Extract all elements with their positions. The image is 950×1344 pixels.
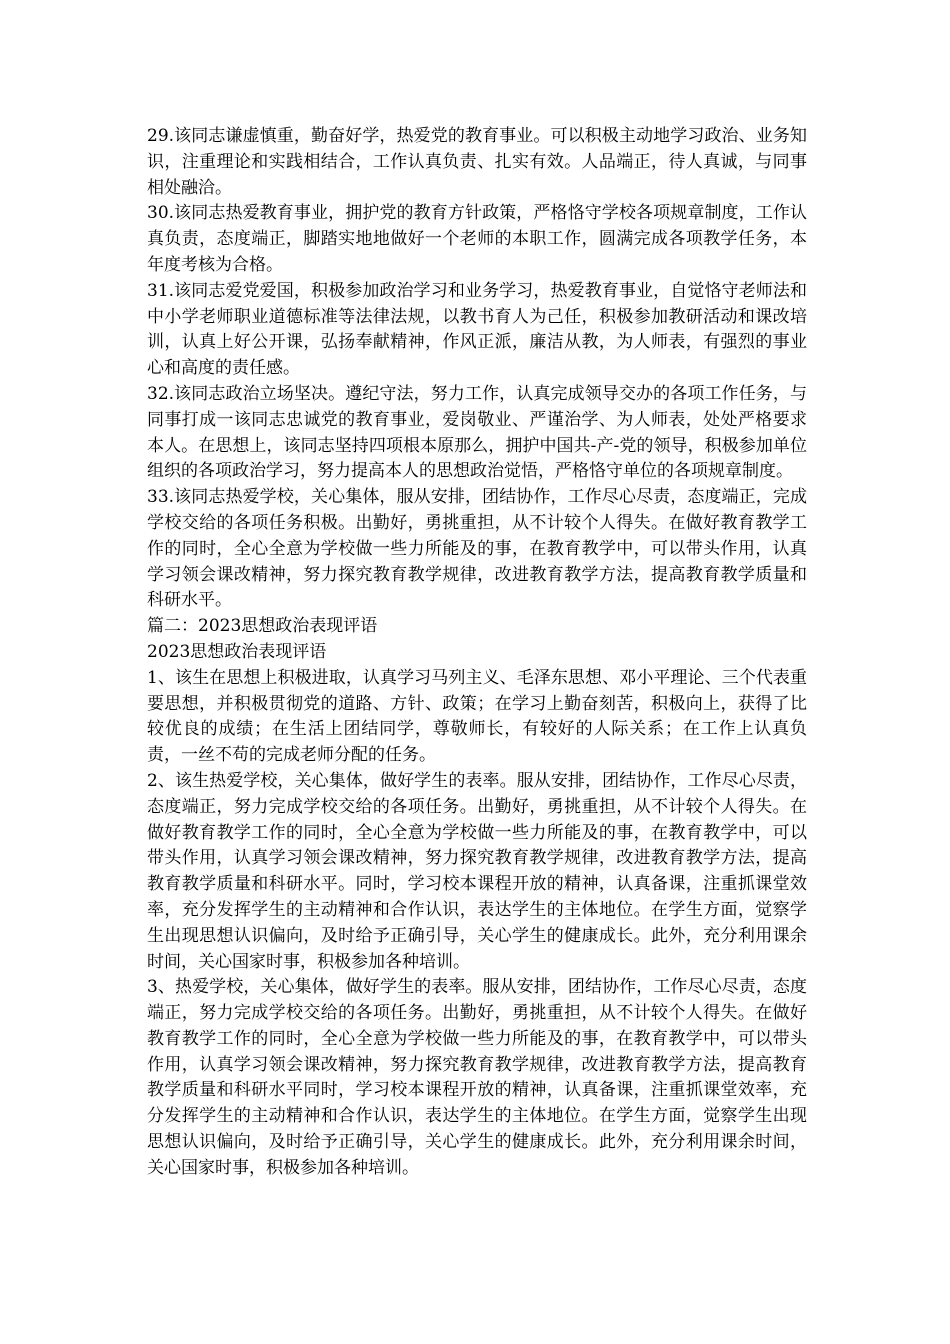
paragraph-30: 30.该同志热爱教育事业，拥护党的教育方针政策，严格恪守学校各项规章制度，工作认真负责，态度端正，脚踏实地地做好一个老师的本职工作，圆满完成各项教学任务，本年度考核为合格。 (147, 203, 807, 275)
paragraph-29: 29.该同志谦虚慎重，勤奋好学，热爱党的教育事业。可以积极主动地学习政治、业务知识，注重理论和实践相结合，工作认真负责、扎实有效。人品端正，待人真诚，与同事相处融洽。 (147, 126, 807, 198)
evaluation-item-2: 2、该生热爱学校，关心集体，做好学生的表率。服从安排，团结协作，工作尽心尽责，态度端正，努力完成学校交给的各项任务。出勤好，勇挑重担，从不计较个人得失。在做好教育教学工作的同时，全心全意为学校做一些力所能及的事，在教育教学中，可以带头作用，认真学习领会课改精神，努力探究教育教学规律，改进教育教学方法，提高教育教学质量和科研水平。同时，学习校本课程开放的精神，认真备课，注重抓课堂效率，充分发挥学生的主动精神和合作认识，表达学生的主体地位。在学生方面，觉察学生出现思想认识偏向，及时给予正确引导，关心学生的健康成长。此外，充分利用课余时间，关心国家时事，积极参加各种培训。 (147, 770, 807, 972)
section-title: 2023思想政治表现评语 (147, 641, 327, 662)
paragraph-32: 32.该同志政治立场坚决。遵纪守法，努力工作，认真完成领导交办的各项工作任务，与同事打成一该同志忠诚党的教育事业，爱岗敬业、严谨治学、为人师表，处处严格要求本人。在思想上，该同志坚持四项根本原那么，拥护中国共-产-党的领导，积极参加单位组织的各项政治学习，努力提高本人的思想政治觉悟，严格恪守单位的各项规章制度。 (147, 383, 807, 482)
paragraph-31: 31.该同志爱党爱国，积极参加政治学习和业务学习，热爱教育事业，自觉恪守老师法和中小学老师职业道德标准等法律法规，以教书育人为己任，积极参加教研活动和课改培训，认真上好公开课，弘扬奉献精神，作风正派，廉洁从教，为人师表，有强烈的事业心和高度的责任感。 (147, 280, 807, 379)
section-heading: 篇二：2023思想政治表现评语 (147, 616, 378, 637)
evaluation-item-1: 1、该生在思想上积极进取，认真学习马列主义、毛泽东思想、邓小平理论、三个代表重要思想，并积极贯彻党的道路、方针、政策；在学习上勤奋刻苦，积极向上，获得了比较优良的成绩；在生活上团结同学，尊敬师长，有较好的人际关系；在工作上认真负责，一丝不苟的完成老师分配的任务。 (147, 667, 807, 766)
evaluation-item-3: 3、热爱学校，关心集体，做好学生的表率。服从安排，团结协作，工作尽心尽责，态度端正，努力完成学校交给的各项任务。出勤好，勇挑重担，从不计较个人得失。在做好教育教学工作的同时，全心全意为学校做一些力所能及的事，在教育教学中，可以带头作用，认真学习领会课改精神，努力探究教育教学规律，改进教育教学方法，提高教育教学质量和科研水平同时，学习校本课程开放的精神，认真备课，注重抓课堂效率，充分发挥学生的主动精神和合作认识，表达学生的主体地位。在学生方面，觉察学生出现思想认识偏向，及时给予正确引导，关心学生的健康成长。此外，充分利用课余时间，关心国家时事，积极参加各种培训。 (147, 977, 807, 1178)
document-page (147, 124, 807, 1182)
paragraph-33: 33.该同志热爱学校，关心集体，服从安排，团结协作，工作尽心尽责，态度端正，完成学校交给的各项任务积极。出勤好，勇挑重担，从不计较个人得失。在做好教育教学工作的同时，全心全意为学校做一些力所能及的事，在教育教学中，可以带头作用，认真学习领会课改精神，努力探究教育教学规律，改进教育教学方法，提高教育教学质量和科研水平。 (147, 487, 807, 611)
